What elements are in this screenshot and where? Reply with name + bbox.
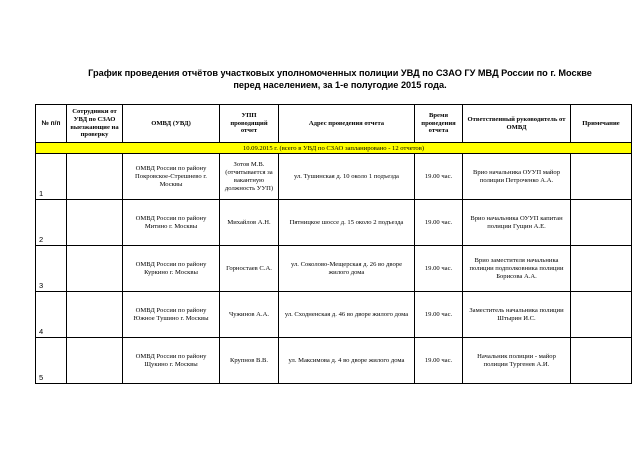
header-staff: Сотрудники от УВД по СЗАО выезжающие на проверку bbox=[67, 105, 123, 143]
row-omvd: ОМВД России по району Митино г. Москвы bbox=[123, 200, 220, 246]
table-row bbox=[36, 154, 632, 200]
row-num: 2 bbox=[36, 200, 67, 246]
row-staff bbox=[67, 338, 123, 384]
row-time: 19.00 час. bbox=[415, 200, 463, 246]
row-note bbox=[571, 246, 632, 292]
row-responsible: Начальник полиции - майор полиции Тургенев А.И. bbox=[463, 338, 571, 384]
date-row bbox=[36, 143, 632, 154]
schedule-table bbox=[35, 104, 632, 384]
header-responsible: Ответственный руководитель от ОМВД bbox=[463, 105, 571, 143]
table-row bbox=[36, 338, 632, 384]
header-num: № п/п bbox=[36, 105, 67, 143]
row-staff bbox=[67, 246, 123, 292]
header-omvd: ОМВД (УВД) bbox=[123, 105, 220, 143]
row-num: 3 bbox=[36, 246, 67, 292]
table-row bbox=[36, 200, 632, 246]
row-responsible: Врио начальника ОУУП майор полиции Петроченко А.А. bbox=[463, 154, 571, 200]
table-row bbox=[36, 292, 632, 338]
row-note bbox=[571, 200, 632, 246]
document-title bbox=[60, 67, 620, 91]
row-staff bbox=[67, 292, 123, 338]
row-staff bbox=[67, 154, 123, 200]
row-address: Пятницкое шоссе д. 15 около 2 подъезда bbox=[279, 200, 415, 246]
row-upp: Горностаев С.А. bbox=[220, 246, 279, 292]
header-note: Примечание bbox=[571, 105, 632, 143]
row-note bbox=[571, 338, 632, 384]
row-upp: Михайлов А.Н. bbox=[220, 200, 279, 246]
row-address: ул. Максимова д. 4 во дворе жилого дома bbox=[279, 338, 415, 384]
row-address: ул. Тушинская д. 10 около 1 подъезда bbox=[279, 154, 415, 200]
row-omvd: ОМВД России по району Куркино г. Москвы bbox=[123, 246, 220, 292]
date-row-text: 10.09.2015 г. (всего в УВД по СЗАО запланировано - 12 отчетов) bbox=[36, 143, 632, 154]
header-address: Адрес проведения отчета bbox=[279, 105, 415, 143]
row-time: 19.00 час. bbox=[415, 292, 463, 338]
row-responsible: Заместитель начальника полиции Штырин И.С. bbox=[463, 292, 571, 338]
row-num: 4 bbox=[36, 292, 67, 338]
row-omvd: ОМВД России по району Южное Тушино г. Москвы bbox=[123, 292, 220, 338]
row-upp: Чужинов А.А. bbox=[220, 292, 279, 338]
row-staff bbox=[67, 200, 123, 246]
row-address: ул. Соколово-Мещерская д. 26 во дворе жилого дома bbox=[279, 246, 415, 292]
title-line-1: График проведения отчётов участковых уполномоченных полиции УВД по СЗАО ГУ МВД России по г. Москве bbox=[88, 68, 592, 78]
row-time: 19.00 час. bbox=[415, 246, 463, 292]
table-row bbox=[36, 246, 632, 292]
row-omvd: ОМВД России по району Щукино г. Москвы bbox=[123, 338, 220, 384]
row-upp: Зотов М.В. (отчитывается за вакантную должность УУП) bbox=[220, 154, 279, 200]
row-num: 1 bbox=[36, 154, 67, 200]
row-responsible: Врио начальника ОУУП капитан полиции Гущин А.Е. bbox=[463, 200, 571, 246]
row-address: ул. Сходненская д. 46 во дворе жилого дома bbox=[279, 292, 415, 338]
title-line-2: перед населением, за 1-е полугодие 2015 года. bbox=[233, 80, 447, 90]
row-time: 19.00 час. bbox=[415, 338, 463, 384]
row-omvd: ОМВД России по району Покровское-Стрешнево г. Москвы bbox=[123, 154, 220, 200]
row-responsible: Врио заместителя начальника полиции подполковника полиции Борисова А.А. bbox=[463, 246, 571, 292]
row-time: 19.00 час. bbox=[415, 154, 463, 200]
header-time: Время проведения отчета bbox=[415, 105, 463, 143]
row-num: 5 bbox=[36, 338, 67, 384]
row-note bbox=[571, 292, 632, 338]
header-upp: УПП проводящий отчет bbox=[220, 105, 279, 143]
row-note bbox=[571, 154, 632, 200]
header-row bbox=[36, 105, 632, 143]
row-upp: Крупнов В.В. bbox=[220, 338, 279, 384]
